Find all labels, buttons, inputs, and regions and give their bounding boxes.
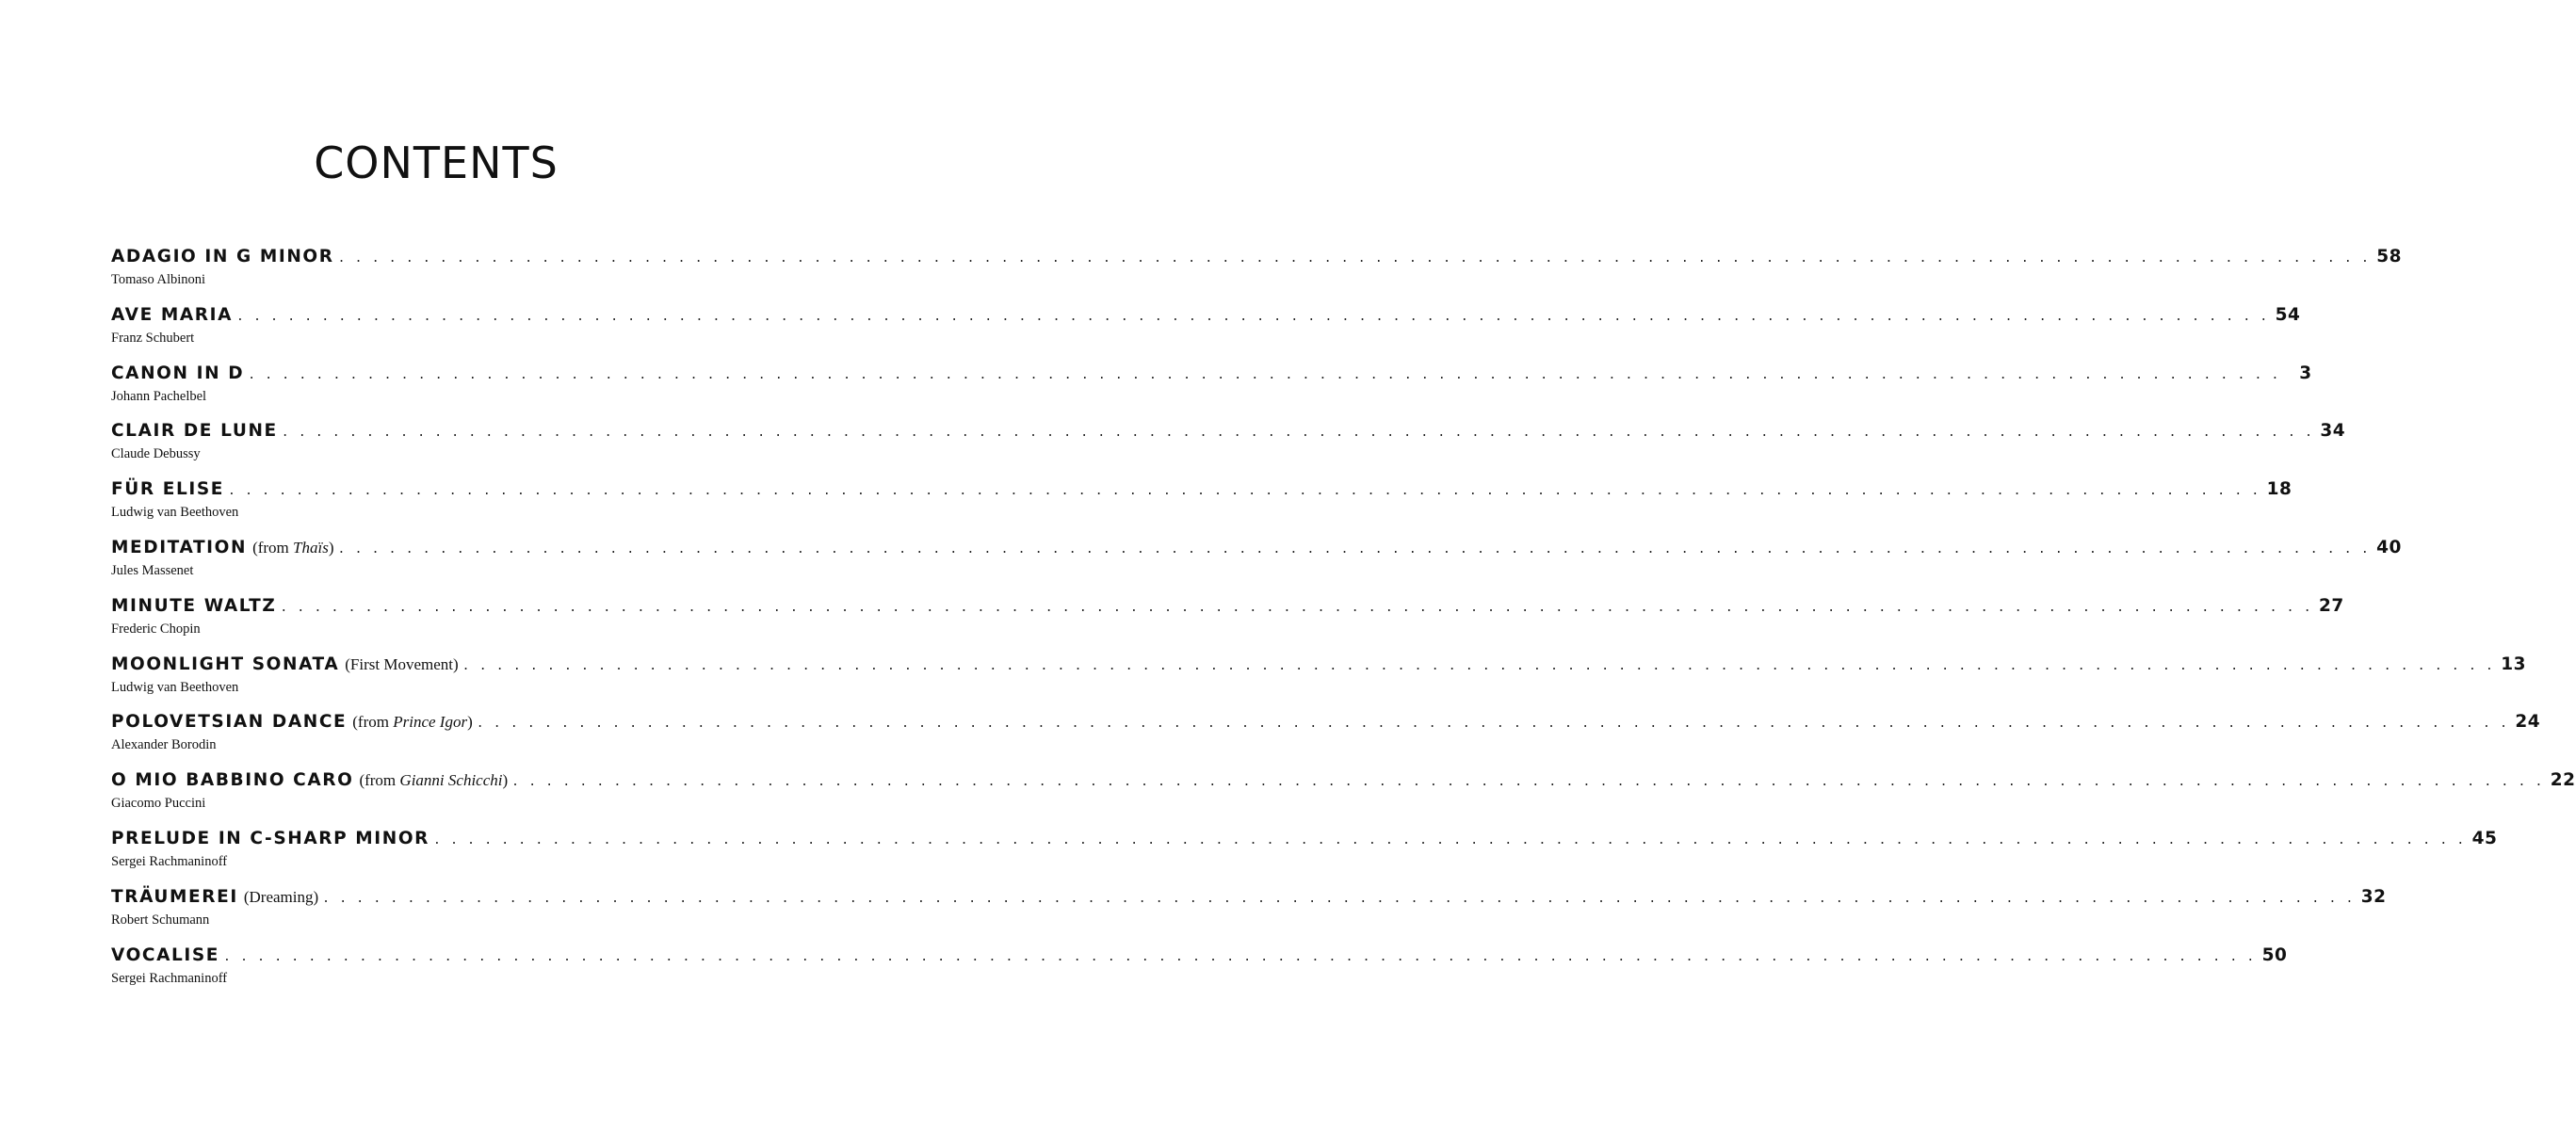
page-number: 24 bbox=[2515, 712, 2541, 733]
composer-name: Ludwig van Beethoven bbox=[111, 679, 239, 695]
toc-entry[interactable] bbox=[111, 770, 2576, 829]
piece-subtitle bbox=[359, 771, 508, 790]
subtitle-suffix: ) bbox=[328, 538, 334, 557]
page-number: 45 bbox=[2471, 828, 2498, 848]
page-title: CONTENTS bbox=[314, 137, 559, 188]
piece-title: POLOVETSIAN DANCE bbox=[111, 712, 348, 733]
dot-leader: . . . . . . . . . . . . . . . . . . . . . . . . . . . . . . . . . . . . . . . . . . . . . . . . . . . . . . . . . . . . . . . . . . . . . . . . . . . . . . . . . . . . . . . . . . . . . . . . . . . . . . . . . . . . . . . . . . . . . . . . bbox=[322, 891, 2355, 906]
composer-name: Johann Pachelbel bbox=[111, 388, 207, 404]
dot-leader: . . . . . . . . . . . . . . . . . . . . . . . . . . . . . . . . . . . . . . . . . . . . . . . . . . . . . . . . . . . . . . . . . . . . . . . . . . . . . . . . . . . . . . . . . . . . . . . . . . . . . . . . . . . . . . . . . . . . . . . . bbox=[228, 484, 2260, 499]
dot-leader: . . . . . . . . . . . . . . . . . . . . . . . . . . . . . . . . . . . . . . . . . . . . . . . . . . . . . . . . . . . . . . . . . . . . . . . . . . . . . . . . . . . . . . . . . . . . . . . . . . . . . . . . . . . . . . . . . . . . . . . . bbox=[223, 949, 2256, 964]
dot-leader: . . . . . . . . . . . . . . . . . . . . . . . . . . . . . . . . . . . . . . . . . . . . . . . . . . . . . . . . . . . . . . . . . . . . . . . . . . . . . . . . . . . . . . . . . . . . . . . . . . . . . . . . . . . . . . . . . . . . . . . . bbox=[337, 251, 2370, 266]
entry-line bbox=[111, 712, 2541, 736]
toc-entry[interactable] bbox=[111, 886, 2387, 945]
piece-title: ADAGIO IN G MINOR bbox=[111, 247, 334, 266]
page-number: 54 bbox=[2275, 304, 2301, 325]
page-number: 40 bbox=[2376, 537, 2402, 557]
page-number: 3 bbox=[2299, 363, 2312, 383]
page-number: 18 bbox=[2266, 479, 2292, 500]
piece-title: MINUTE WALTZ bbox=[111, 595, 277, 616]
composer-name: Tomaso Albinoni bbox=[111, 272, 206, 287]
composer-name: Jules Massenet bbox=[111, 562, 194, 578]
page-number: 58 bbox=[2376, 247, 2402, 266]
piece-title: MEDITATION bbox=[111, 537, 248, 557]
composer-name: Claude Debussy bbox=[111, 446, 201, 462]
composer-name: Sergei Rachmaninoff bbox=[111, 853, 228, 869]
dot-leader: . . . . . . . . . . . . . . . . . . . . . . . . . . . . . . . . . . . . . . . . . . . . . . . . . . . . . . . . . . . . . . . . . . . . . . . . . . . . . . . . . . . . . . . . . . . . . . . . . . . . . . . . . . . . . . . . . . . . . . . . bbox=[337, 541, 2370, 557]
composer-name: Ludwig van Beethoven bbox=[111, 505, 239, 521]
subtitle-prefix: (Dreaming) bbox=[243, 887, 319, 906]
toc-entry[interactable] bbox=[111, 595, 2344, 654]
subtitle-prefix: (from bbox=[252, 538, 294, 557]
dot-leader: . . . . . . . . . . . . . . . . . . . . . . . . . . . . . . . . . . . . . . . . . . . . . . . . . . . . . . . . . . . . . . . . . . . . . . . . . . . . . . . . . . . . . . . . . . . . . . . . . . . . . . . . . . . . . . . . . . . . . . . . bbox=[476, 717, 2509, 732]
toc-entry[interactable] bbox=[111, 944, 2288, 1004]
entry-line bbox=[111, 247, 2402, 271]
piece-title: MOONLIGHT SONATA bbox=[111, 654, 340, 674]
piece-title: TRÄUMEREI bbox=[111, 886, 238, 907]
composer-name: Alexander Borodin bbox=[111, 737, 217, 753]
toc-entry[interactable] bbox=[111, 537, 2402, 596]
toc-entry[interactable] bbox=[111, 363, 2312, 422]
subtitle-work: Prince Igor bbox=[393, 713, 468, 732]
toc-entry[interactable] bbox=[111, 654, 2527, 713]
piece-subtitle bbox=[252, 539, 333, 557]
dot-leader: . . . . . . . . . . . . . . . . . . . . . . . . . . . . . . . . . . . . . . . . . . . . . . . . . . . . . . . . . . . . . . . . . . . . . . . . . . . . . . . . . . . . . . . . . . . . . . . . . . . . . . . . . . . . . . . . . . . . . . . . bbox=[280, 600, 2312, 615]
page-number: 32 bbox=[2360, 886, 2387, 907]
composer-name: Franz Schubert bbox=[111, 330, 195, 346]
page-number: 27 bbox=[2318, 595, 2344, 616]
toc-entry[interactable] bbox=[111, 421, 2346, 479]
subtitle-suffix: ) bbox=[502, 771, 509, 790]
piece-title: AVE MARIA bbox=[111, 304, 234, 325]
subtitle-work: Gianni Schicchi bbox=[399, 771, 503, 790]
entry-line bbox=[111, 479, 2292, 504]
entry-line bbox=[111, 595, 2344, 621]
composer-name: Robert Schumann bbox=[111, 912, 210, 928]
entry-line bbox=[111, 944, 2288, 970]
piece-subtitle bbox=[345, 655, 458, 674]
piece-title: O MIO BABBINO CARO bbox=[111, 770, 354, 791]
page-number: 34 bbox=[2320, 421, 2346, 442]
subtitle-prefix: (First Movement) bbox=[345, 654, 459, 673]
entry-line bbox=[111, 537, 2402, 562]
toc-entry[interactable] bbox=[111, 479, 2292, 538]
entry-line bbox=[111, 421, 2346, 445]
dot-leader: . . . . . . . . . . . . . . . . . . . . . . . . . . . . . . . . . . . . . . . . . . . . . . . . . . . . . . . . . . . . . . . . . . . . . . . . . . . . . . . . . . . . . . . . . . . . . . . . . . . . . . . . . . . . . . . . . . . . . . . . bbox=[462, 658, 2495, 673]
dot-leader: . . . . . . . . . . . . . . . . . . . . . . . . . . . . . . . . . . . . . . . . . . . . . . . . . . . . . . . . . . . . . . . . . . . . . . . . . . . . . . . . . . . . . . . . . . . . . . . . . . . . . . . . . . . . . . . . . . . . . . . . bbox=[433, 832, 2466, 848]
toc-entry[interactable] bbox=[111, 304, 2301, 363]
piece-title: VOCALISE bbox=[111, 944, 220, 965]
page-number: 50 bbox=[2261, 944, 2288, 965]
toc-entry[interactable] bbox=[111, 712, 2541, 770]
subtitle-prefix: (from bbox=[359, 771, 400, 790]
dot-leader: . . . . . . . . . . . . . . . . . . . . . . . . . . . . . . . . . . . . . . . . . . . . . . . . . . . . . . . . . . . . . . . . . . . . . . . . . . . . . . . . . . . . . . . . . . . . . . . . . . . . . . . . . . . . . . . . . . . . . . . . bbox=[236, 309, 2269, 324]
piece-subtitle bbox=[352, 713, 472, 732]
subtitle-work: Thaïs bbox=[293, 538, 329, 557]
piece-title: CLAIR DE LUNE bbox=[111, 421, 278, 442]
dot-leader: . . . . . . . . . . . . . . . . . . . . . . . . . . . . . . . . . . . . . . . . . . . . . . . . . . . . . . . . . . . . . . . . . . . . . . . . . . . . . . . . . . . . . . . . . . . . . . . . . . . . . . . . . . . . . . . . . . . . . . . . bbox=[248, 367, 2280, 382]
piece-title: CANON IN D bbox=[111, 363, 245, 383]
page-number: 22 bbox=[2550, 770, 2576, 791]
piece-title: PRELUDE IN C-SHARP MINOR bbox=[111, 828, 430, 848]
subtitle-suffix: ) bbox=[467, 713, 473, 732]
dot-leader: . . . . . . . . . . . . . . . . . . . . . . . . . . . . . . . . . . . . . . . . . . . . . . . . . . . . . . . . . . . . . . . . . . . . . . . . . . . . . . . . . . . . . . . . . . . . . . . . . . . . . . . . . . . . . . . . . . . . . . . . bbox=[511, 775, 2544, 790]
dot-leader: . . . . . . . . . . . . . . . . . . . . . . . . . . . . . . . . . . . . . . . . . . . . . . . . . . . . . . . . . . . . . . . . . . . . . . . . . . . . . . . . . . . . . . . . . . . . . . . . . . . . . . . . . . . . . . . . . . . . . . . . bbox=[281, 426, 2314, 441]
page-number: 13 bbox=[2501, 654, 2527, 674]
entry-line bbox=[111, 654, 2527, 679]
piece-subtitle bbox=[244, 888, 318, 907]
entry-line bbox=[111, 770, 2576, 795]
composer-name: Giacomo Puccini bbox=[111, 796, 206, 812]
toc-entry[interactable] bbox=[111, 828, 2498, 887]
piece-title: FÜR ELISE bbox=[111, 479, 225, 500]
table-of-contents bbox=[111, 247, 2576, 1003]
entry-line bbox=[111, 828, 2498, 853]
entry-line bbox=[111, 363, 2312, 388]
composer-name: Frederic Chopin bbox=[111, 621, 201, 637]
toc-entry[interactable] bbox=[111, 247, 2402, 305]
composer-name: Sergei Rachmaninoff bbox=[111, 970, 228, 986]
entry-line bbox=[111, 886, 2387, 912]
subtitle-prefix: (from bbox=[352, 713, 394, 732]
entry-line bbox=[111, 304, 2301, 330]
